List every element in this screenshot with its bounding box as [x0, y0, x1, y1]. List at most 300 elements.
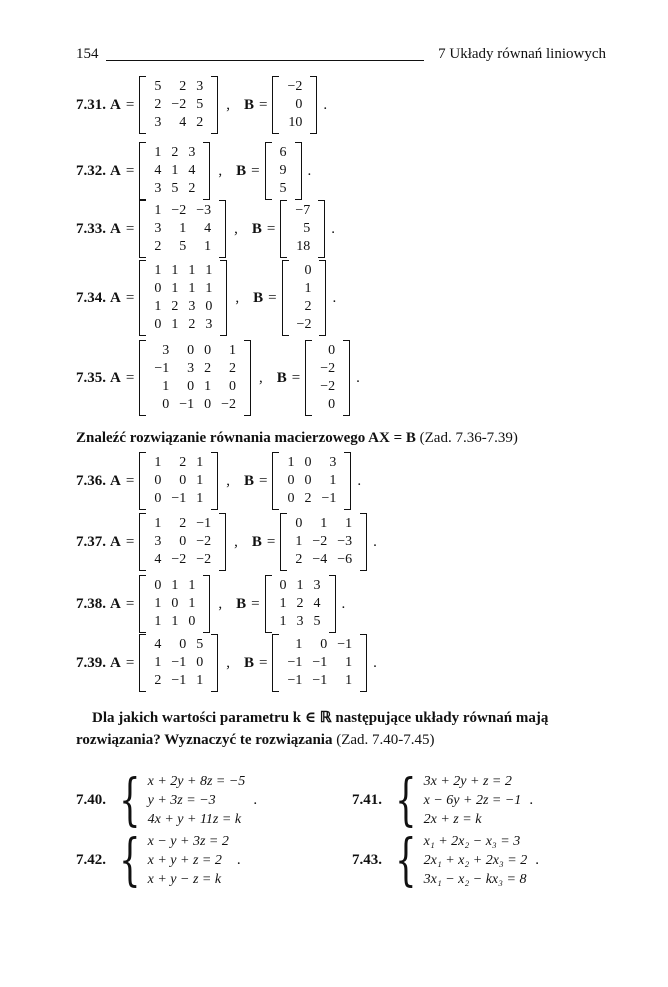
problem-7-36 [76, 452, 361, 510]
matrix-cell: 3 [196, 79, 204, 94]
matrix-cell: 1 [154, 655, 162, 670]
matrix-a [139, 142, 210, 200]
matrix-cell: 0 [205, 299, 213, 314]
left-bracket [265, 575, 272, 633]
matrix-row [290, 533, 357, 551]
matrix-cell: −1 [171, 655, 187, 670]
page-number: 154 [76, 46, 99, 62]
matrix-a-table [149, 342, 241, 414]
matrix-cell: −2 [196, 534, 212, 549]
matrix-cell: 1 [345, 673, 353, 688]
left-bracket [272, 452, 279, 510]
matrix-cell: −2 [171, 203, 187, 218]
problem-label: 7.31. [76, 96, 106, 113]
matrix-cell: −1 [287, 673, 303, 688]
comma: , [235, 289, 240, 306]
matrix-b-table [282, 78, 307, 132]
matrix-cell: 1 [320, 516, 328, 531]
equals-sign: = [125, 96, 135, 113]
matrix-b [265, 142, 302, 200]
problem-7-35 [76, 340, 360, 416]
comma: , [226, 654, 230, 671]
matrix-cell: 3 [205, 317, 213, 332]
matrix-b-table [275, 144, 292, 198]
problem-label: 7.33. [76, 220, 106, 237]
equals-sign: = [125, 472, 135, 489]
matrix-cell: 0 [204, 397, 212, 412]
left-brace: { [119, 827, 141, 893]
matrix-row [149, 490, 208, 508]
matrix-cell: 4 [313, 596, 321, 611]
system-7-42 [76, 827, 241, 893]
period: . [332, 289, 337, 306]
matrix-cell: 3 [154, 115, 162, 130]
matrix-cell: 5 [313, 614, 321, 629]
matrix-b [305, 340, 350, 416]
equals-sign: = [125, 369, 135, 386]
matrix-cell: 1 [345, 655, 353, 670]
matrix-row [292, 262, 317, 280]
chapter-title: 7 Układy równań liniowych [438, 46, 606, 62]
matrix-row [149, 672, 208, 690]
problem-7-34 [76, 260, 336, 336]
matrix-row [149, 613, 200, 631]
matrix-cell: −2 [221, 397, 237, 412]
matrix-cell: 2 [229, 361, 237, 376]
matrix-cell: 5 [279, 181, 287, 196]
matrix-row [149, 378, 241, 396]
period: . [331, 220, 336, 237]
matrix-b-table [282, 454, 341, 508]
matrix-row [149, 515, 216, 533]
symbol-a: A [110, 533, 121, 550]
matrix-b [280, 200, 325, 258]
matrix-cell: 1 [154, 596, 162, 611]
matrix-cell: 5 [196, 97, 204, 112]
problem-7-39 [76, 634, 377, 692]
matrix-cell: −1 [196, 516, 212, 531]
matrix-row [290, 202, 315, 220]
matrix-row [275, 144, 292, 162]
matrix-row [315, 378, 340, 396]
matrix-a [139, 200, 226, 258]
matrix-cell: −2 [312, 534, 328, 549]
matrix-cell: 0 [187, 343, 195, 358]
equation: x + 2y + 8z = −5 [147, 774, 246, 789]
page-header [76, 46, 606, 66]
left-bracket [139, 142, 146, 200]
matrix-cell: 2 [304, 299, 312, 314]
matrix-row [282, 78, 307, 96]
matrix-cell: 3 [154, 181, 162, 196]
matrix-cell: −3 [337, 534, 353, 549]
matrix-cell: 0 [229, 379, 237, 394]
matrix-cell: 2 [196, 115, 204, 130]
matrix-row [149, 316, 217, 334]
matrix-cell: 1 [154, 299, 162, 314]
matrix-cell: 2 [188, 317, 196, 332]
matrix-b-table [275, 577, 326, 631]
matrix-cell: −4 [312, 552, 328, 567]
matrix-cell: −2 [171, 97, 187, 112]
matrix-cell: 2 [154, 239, 162, 254]
left-bracket [139, 76, 146, 134]
matrix-cell: −1 [312, 673, 328, 688]
equation: 2x₁ + x₂ + 2x₃ = 2 [423, 853, 528, 868]
matrix-b-table [290, 515, 357, 569]
matrix-b [272, 76, 317, 134]
matrix-cell: 1 [295, 637, 303, 652]
matrix-cell: 1 [154, 263, 162, 278]
matrix-row [275, 613, 326, 631]
matrix-cell: 1 [304, 281, 312, 296]
matrix-row [149, 551, 216, 569]
matrix-a-table [149, 577, 200, 631]
symbol-a: A [110, 369, 121, 386]
matrix-cell: 1 [188, 578, 196, 593]
period: . [253, 792, 258, 808]
matrix-row [292, 280, 317, 298]
matrix-cell: 0 [196, 655, 204, 670]
matrix-a [139, 76, 218, 134]
equation: x + y − z = k [147, 872, 222, 887]
matrix-cell: −1 [312, 655, 328, 670]
matrix-cell: 3 [162, 343, 170, 358]
matrix-cell: −1 [321, 491, 337, 506]
equation: 4x + y + 11z = k [147, 812, 242, 827]
matrix-cell: 18 [296, 239, 311, 254]
matrix-row [275, 577, 326, 595]
left-bracket [282, 260, 289, 336]
system-label: 7.42. [76, 852, 106, 868]
matrix-row [282, 114, 307, 132]
right-bracket [203, 575, 210, 633]
matrix-row [149, 180, 200, 198]
system-7-41 [352, 767, 534, 833]
right-bracket [344, 452, 351, 510]
matrix-cell: 0 [187, 379, 195, 394]
matrix-cell: 4 [154, 552, 162, 567]
matrix-row [282, 454, 341, 472]
matrix-cell: 3 [187, 361, 195, 376]
matrix-a-table [149, 78, 208, 132]
matrix-cell: 0 [287, 491, 295, 506]
period: . [529, 792, 534, 808]
comma: , [234, 220, 238, 237]
equals-sign: = [268, 289, 277, 306]
matrix-cell: 3 [313, 578, 321, 593]
matrix-row [290, 220, 315, 238]
matrix-cell: 1 [171, 578, 179, 593]
symbol-a: A [110, 96, 121, 113]
matrix-cell: 4 [154, 637, 162, 652]
matrix-row [149, 472, 208, 490]
intro-ax-ref: (Zad. 7.36-7.39) [419, 430, 518, 446]
equation: 3x₁ − x₂ − kx₃ = 8 [423, 872, 527, 887]
matrix-cell: 0 [304, 455, 312, 470]
left-bracket [272, 76, 279, 134]
right-bracket [203, 142, 210, 200]
matrix-row [149, 577, 200, 595]
matrix-cell: 0 [287, 473, 295, 488]
matrix-a [139, 634, 218, 692]
symbol-b: B [243, 654, 254, 671]
matrix-cell: 0 [304, 473, 312, 488]
matrix-cell: 0 [162, 397, 170, 412]
matrix-row [149, 220, 216, 238]
equals-sign: = [125, 162, 135, 179]
matrix-row [149, 636, 208, 654]
matrix-row [149, 454, 208, 472]
matrix-cell: 1 [171, 163, 179, 178]
matrix-a-table [149, 144, 200, 198]
matrix-cell: 0 [154, 578, 162, 593]
matrix-cell: 1 [329, 473, 337, 488]
matrix-cell: 0 [154, 281, 162, 296]
equation: 2x + z = k [423, 812, 482, 827]
matrix-b [282, 260, 327, 336]
matrix-cell: −1 [287, 655, 303, 670]
matrix-cell: 5 [154, 79, 162, 94]
matrix-cell: 3 [188, 299, 196, 314]
matrix-cell: 0 [204, 343, 212, 358]
matrix-row [149, 360, 241, 378]
matrix-cell: 2 [179, 455, 187, 470]
matrix-a [139, 260, 227, 336]
problem-label: 7.37. [76, 533, 106, 550]
right-bracket [360, 634, 367, 692]
equations [424, 772, 522, 829]
comma: , [259, 369, 263, 386]
problem-label: 7.35. [76, 369, 106, 386]
matrix-cell: −7 [295, 203, 311, 218]
right-bracket [343, 340, 350, 416]
intro-parameter-line1 [92, 708, 548, 728]
matrix-a-table [149, 262, 217, 334]
matrix-row [149, 533, 216, 551]
matrix-cell: 0 [154, 473, 162, 488]
equation: 3x + 2y + z = 2 [423, 774, 512, 789]
matrix-cell: 4 [188, 163, 196, 178]
equation: x₁ + 2x₂ − x₃ = 3 [423, 834, 521, 849]
intro-matrix-equation [76, 428, 518, 448]
matrix-row [282, 654, 357, 672]
comma: , [226, 96, 230, 113]
comma: , [218, 162, 223, 179]
right-bracket [211, 452, 218, 510]
comma: , [234, 533, 238, 550]
matrix-b-table [292, 262, 317, 334]
matrix-cell: 1 [196, 673, 204, 688]
matrix-cell: 3 [154, 221, 162, 236]
symbol-b: B [243, 472, 254, 489]
symbol-a: A [110, 220, 121, 237]
period: . [373, 533, 377, 550]
matrix-row [149, 78, 208, 96]
equations [148, 772, 246, 829]
matrix-cell: 1 [196, 473, 204, 488]
intro-param-line2-text: rozwiązania? Wyznaczyć te rozwiązania [76, 732, 333, 748]
matrix-row [282, 636, 357, 654]
matrix-row [149, 654, 208, 672]
left-bracket [265, 142, 272, 200]
matrix-cell: 3 [188, 145, 196, 160]
matrix-cell: −1 [171, 673, 187, 688]
equals-sign: = [258, 654, 268, 671]
intro-param-line1-text: Dla jakich wartości parametru k ∈ ℝ następujące układy równań mają [92, 710, 549, 726]
intro-param-ref: (Zad. 7.40-7.45) [336, 732, 435, 748]
matrix-row [149, 595, 200, 613]
matrix-cell: 2 [171, 299, 179, 314]
matrix-row [149, 298, 217, 316]
matrix-row [275, 162, 292, 180]
left-bracket [280, 200, 287, 258]
symbol-b: B [251, 533, 262, 550]
left-bracket [272, 634, 279, 692]
left-brace: { [119, 767, 141, 833]
problem-7-32 [76, 142, 311, 200]
right-bracket [220, 260, 227, 336]
matrix-cell: 10 [288, 115, 303, 130]
matrix-row [282, 490, 341, 508]
matrix-cell: 2 [171, 145, 179, 160]
equations [148, 832, 229, 889]
matrix-cell: 0 [179, 637, 187, 652]
period: . [535, 852, 539, 868]
matrix-b [272, 634, 367, 692]
period: . [323, 96, 328, 113]
intro-parameter-line2 [76, 730, 435, 750]
matrix-cell: 0 [154, 317, 162, 332]
matrix-cell: 1 [196, 455, 204, 470]
matrix-row [290, 551, 357, 569]
matrix-cell: 1 [171, 317, 179, 332]
matrix-cell: −2 [296, 317, 312, 332]
matrix-cell: 1 [287, 455, 295, 470]
matrix-cell: 1 [279, 596, 287, 611]
matrix-cell: 1 [296, 578, 304, 593]
right-bracket [244, 340, 251, 416]
symbol-b: B [251, 220, 262, 237]
left-bracket [139, 260, 146, 336]
left-brace: { [395, 767, 417, 833]
left-bracket [139, 200, 146, 258]
matrix-cell: 1 [171, 614, 179, 629]
matrix-cell: 1 [295, 534, 303, 549]
matrix-cell: 3 [154, 534, 162, 549]
matrix-row [149, 202, 216, 220]
symbol-a: A [110, 595, 121, 612]
matrix-cell: 5 [303, 221, 311, 236]
matrix-row [282, 472, 341, 490]
matrix-row [282, 672, 357, 690]
matrix-cell: 4 [204, 221, 212, 236]
matrix-cell: 1 [188, 281, 196, 296]
matrix-cell: 5 [196, 637, 204, 652]
system-7-43 [352, 827, 539, 893]
matrix-cell: 1 [204, 239, 212, 254]
matrix-cell: −1 [337, 637, 353, 652]
matrix-cell: 0 [188, 614, 196, 629]
matrix-cell: 2 [188, 181, 196, 196]
matrix-cell: 0 [304, 263, 312, 278]
matrix-a-table [149, 202, 216, 256]
matrix-cell: 1 [279, 614, 287, 629]
matrix-cell: 1 [188, 263, 196, 278]
matrix-cell: −2 [171, 552, 187, 567]
right-bracket [329, 575, 336, 633]
period: . [307, 162, 312, 179]
matrix-cell: 1 [179, 221, 187, 236]
problem-label: 7.36. [76, 472, 106, 489]
matrix-row [275, 180, 292, 198]
matrix-cell: 4 [179, 115, 187, 130]
matrix-cell: −1 [179, 397, 195, 412]
matrix-a [139, 452, 218, 510]
matrix-cell: 2 [154, 673, 162, 688]
right-bracket [211, 76, 218, 134]
problem-7-33 [76, 200, 335, 258]
matrix-cell: 0 [320, 637, 328, 652]
problem-7-37 [76, 513, 377, 571]
symbol-a: A [110, 162, 121, 179]
matrix-cell: 5 [171, 181, 179, 196]
right-bracket [219, 200, 226, 258]
matrix-cell: 6 [279, 145, 287, 160]
matrix-cell: 1 [229, 343, 237, 358]
matrix-cell: 0 [154, 491, 162, 506]
right-bracket [310, 76, 317, 134]
matrix-cell: 4 [154, 163, 162, 178]
matrix-cell: 2 [296, 596, 304, 611]
equals-sign: = [125, 220, 135, 237]
period: . [373, 654, 377, 671]
matrix-cell: 0 [328, 397, 336, 412]
matrix-row [315, 360, 340, 378]
symbol-a: A [110, 472, 121, 489]
matrix-a-table [149, 636, 208, 690]
equals-sign: = [125, 533, 135, 550]
matrix-row [149, 144, 200, 162]
matrix-row [149, 280, 217, 298]
matrix-cell: 1 [205, 263, 213, 278]
matrix-cell: 1 [188, 596, 196, 611]
matrix-cell: 1 [154, 203, 162, 218]
matrix-b-table [315, 342, 340, 414]
matrix-cell: 0 [179, 473, 187, 488]
matrix-cell: 2 [204, 361, 212, 376]
problem-label: 7.39. [76, 654, 106, 671]
matrix-b-table [290, 202, 315, 256]
matrix-cell: 2 [179, 79, 187, 94]
comma: , [218, 595, 223, 612]
matrix-cell: 1 [204, 379, 212, 394]
left-bracket [139, 634, 146, 692]
matrix-cell: −1 [171, 491, 187, 506]
matrix-cell: 3 [296, 614, 304, 629]
matrix-cell: 1 [205, 281, 213, 296]
matrix-row [275, 595, 326, 613]
period: . [356, 369, 360, 386]
matrix-cell: 0 [328, 343, 336, 358]
matrix-row [149, 162, 200, 180]
right-bracket [219, 513, 226, 571]
left-bracket [139, 513, 146, 571]
matrix-cell: 2 [295, 552, 303, 567]
matrix-cell: 5 [179, 239, 187, 254]
left-bracket [139, 452, 146, 510]
system-label: 7.40. [76, 792, 106, 808]
